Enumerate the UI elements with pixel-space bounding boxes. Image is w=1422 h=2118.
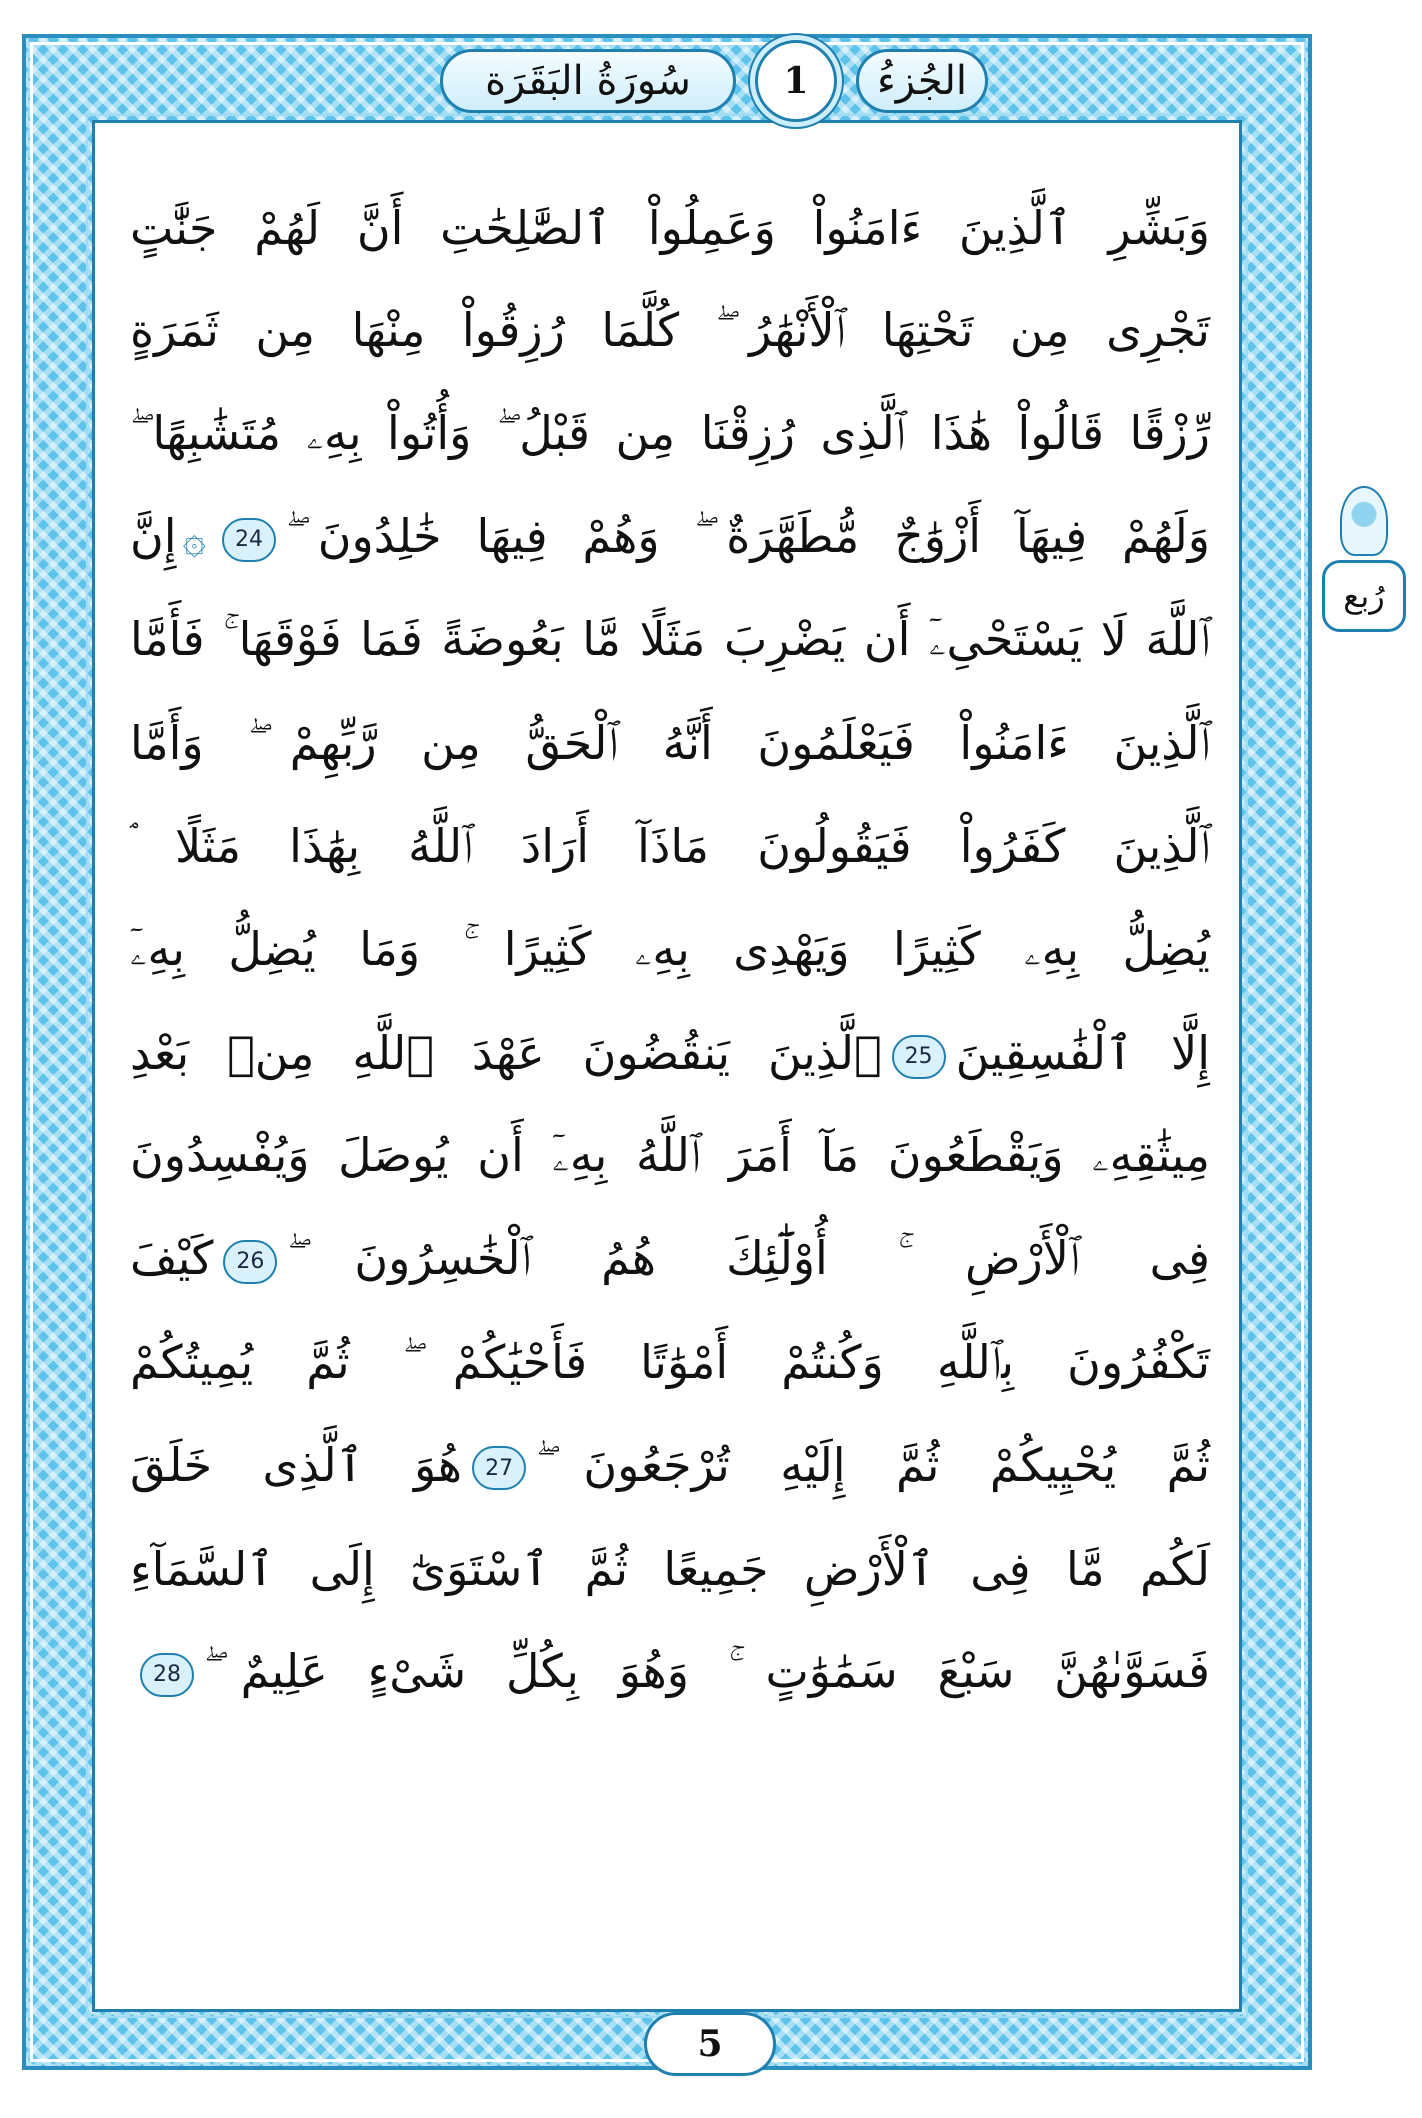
page-header	[440, 36, 988, 126]
verse-segment: ٱللَّهَ لَا يَسْتَحْىِۦٓ أَن يَضْرِبَ مَثَلًا مَّا بَعُوضَةً فَمَا فَوْقَهَا ۚ فَأَمَّا	[130, 612, 1210, 667]
surah-name: سُورَةُ البَقَرَة	[440, 49, 736, 113]
verse-line	[130, 176, 1210, 279]
verse-line	[130, 1208, 1210, 1311]
verse-line	[130, 1414, 1210, 1517]
verse-text	[130, 201, 1210, 255]
ayah-number-marker: 28	[140, 1653, 194, 1697]
verse-segment: مِيثَٰقِهِۦ وَيَقْطَعُونَ مَآ أَمَرَ ٱللَّهُ بِهِۦٓ أَن يُوصَلَ وَيُفْسِدُونَ	[130, 1128, 1210, 1183]
ornament-icon	[1340, 486, 1388, 556]
verse-segment: تَجْرِى مِن تَحْتِهَا ٱلْأَنْهَٰرُ ۖ كُلَّمَا رُزِقُواْ مِنْهَا مِن ثَمَرَةٍ	[130, 302, 1210, 357]
ayah-number-marker: 24	[222, 518, 276, 562]
verse-segment: إِنَّ	[130, 509, 177, 564]
verse-line	[130, 795, 1210, 898]
verse-text	[130, 1026, 1210, 1080]
verse-text	[130, 1231, 1210, 1287]
juz-label: الجُزءُ	[856, 49, 988, 113]
verse-text	[130, 716, 1210, 772]
verse-text	[130, 612, 1210, 668]
ayah-number-marker: 25	[892, 1035, 946, 1079]
verse-text	[130, 509, 1210, 565]
verses-block	[130, 176, 1210, 1724]
verse-text	[130, 1542, 1210, 1596]
verse-segment: لَكُم مَّا فِى ٱلْأَرْضِ جَمِيعًا ثُمَّ ٱسْتَوَىٰٓ إِلَى ٱلسَّمَآءِ	[130, 1542, 1210, 1597]
verse-text	[130, 922, 1210, 978]
verse-line	[130, 589, 1210, 692]
page-number: 5	[644, 2012, 776, 2076]
verse-segment: تَكْفُرُونَ بِٱللَّهِ وَكُنتُمْ أَمْوَٰتًا فَأَحْيَٰكُمْ ۖ ثُمَّ يُمِيتُكُمْ	[130, 1334, 1210, 1389]
verse-segment: وَبَشِّرِ ٱلَّذِينَ ءَامَنُواْ وَعَمِلُواْ ٱلصَّٰلِحَٰتِ أَنَّ لَهُمْ جَنَّٰتٍ	[130, 200, 1210, 255]
verse-segment: كَيْفَ	[130, 1231, 214, 1286]
verse-text	[130, 1438, 1210, 1494]
ayah-number-marker: 27	[472, 1446, 526, 1490]
verse-line	[130, 1002, 1210, 1105]
verse-segment: فَسَوَّىٰهُنَّ سَبْعَ سَمَٰوَٰتٍ ۚ وَهُوَ بِكُلِّ شَىْءٍ عَلِيمٌ ۖ	[204, 1644, 1210, 1699]
verse-line	[130, 279, 1210, 382]
verse-text	[130, 819, 1210, 875]
verse-text	[130, 1128, 1210, 1184]
verse-segment: رِّزْقًا قَالُواْ هَٰذَا ٱلَّذِى رُزِقْنَا مِن قَبْلُ ۖ وَأُتُواْ بِهِۦ مُتَشَٰبِهًا ۖ	[130, 405, 1210, 460]
verse-segment: ٱلَّذِينَ كَفَرُواْ فَيَقُولُونَ مَاذَآ أَرَادَ ٱللَّهُ بِهَٰذَا مَثَلًا ۘ	[130, 818, 1210, 873]
verse-line	[130, 486, 1210, 589]
verse-segment: وَلَهُمْ فِيهَآ أَزْوَٰجٌ مُّطَهَّرَةٌ ۖ وَهُمْ فِيهَا خَٰلِدُونَ ۖ	[286, 509, 1210, 564]
ayah-number-marker: 26	[223, 1240, 277, 1284]
verse-text	[130, 303, 1210, 359]
verse-segment: فِى ٱلْأَرْضِ ۚ أُوْلَٰٓئِكَ هُمُ ٱلْخَٰسِرُونَ ۖ	[287, 1231, 1210, 1286]
verse-line	[130, 1517, 1210, 1620]
verse-segment: ٱلَّذِينَ يَنقُضُونَ عَهْدَ ٱللَّهِ مِنۢ بَعْدِ	[130, 1026, 882, 1081]
verse-segment: ٱلَّذِينَ ءَامَنُواْ فَيَعْلَمُونَ أَنَّهُ ٱلْحَقُّ مِن رَّبِّهِمْ ۖ وَأَمَّا	[130, 715, 1210, 770]
verse-text	[130, 1644, 1210, 1700]
verse-segment: يُضِلُّ بِهِۦ كَثِيرًا وَيَهْدِى بِهِۦ كَثِيرًا ۚ وَمَا يُضِلُّ بِهِۦٓ	[130, 921, 1210, 976]
verse-line	[130, 898, 1210, 1001]
verse-text	[130, 1335, 1210, 1391]
verse-line	[130, 692, 1210, 795]
verse-segment: ثُمَّ يُحْيِيكُمْ ثُمَّ إِلَيْهِ تُرْجَعُونَ ۖ	[536, 1437, 1210, 1492]
rub-badge: رُبع	[1322, 560, 1406, 632]
verse-segment: إِلَّا ٱلْفَٰسِقِينَ	[955, 1026, 1210, 1081]
verse-line	[130, 1105, 1210, 1208]
verse-line	[130, 382, 1210, 485]
verse-segment: هُوَ ٱلَّذِى خَلَقَ	[130, 1437, 463, 1492]
verse-line	[130, 1311, 1210, 1414]
verse-line	[130, 1621, 1210, 1724]
hizb-star-icon: ۞	[182, 516, 206, 563]
juz-number: 1	[755, 40, 837, 122]
verse-text	[130, 406, 1210, 462]
